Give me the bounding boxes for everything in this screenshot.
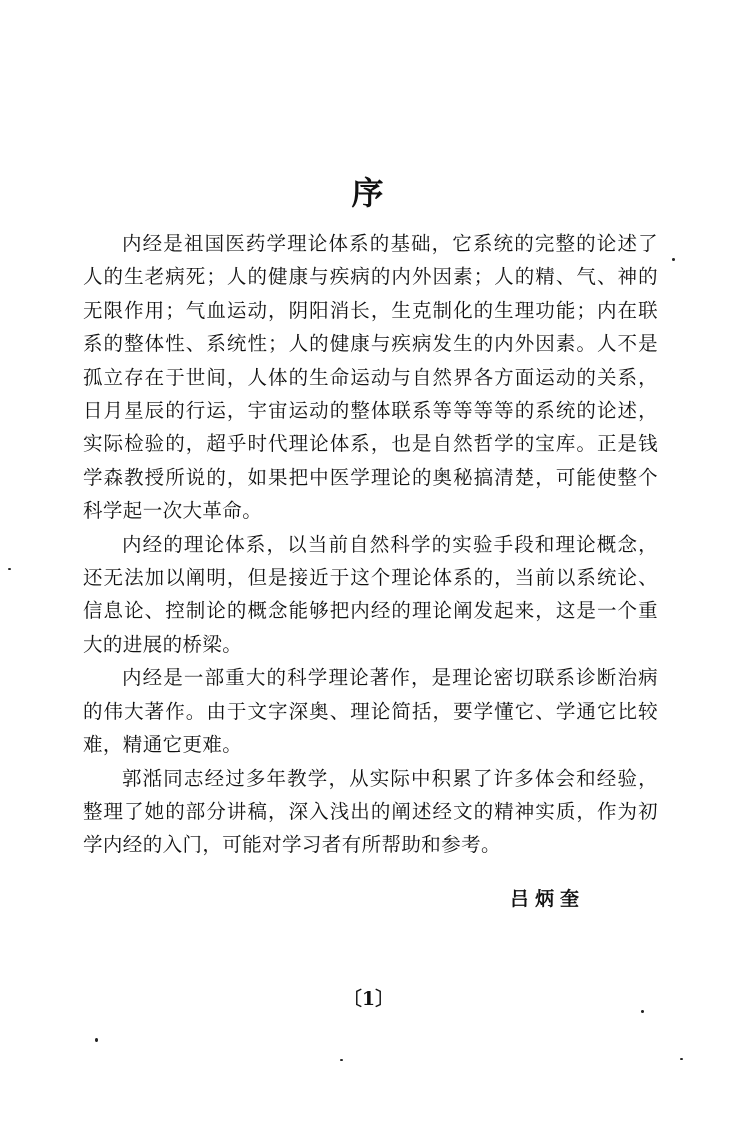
- scan-speck: [641, 1010, 644, 1013]
- scan-speck: [8, 568, 11, 570]
- page-title: 序: [351, 174, 386, 212]
- paragraph-4: 郭湉同志经过多年教学，从实际中积累了许多体会和经验，整理了她的部分讲稿，深入浅出的阐述经文的精神实质，作为初学内经的入门，可能对学习者有所帮助和参考。: [83, 766, 658, 857]
- scan-speck: [672, 258, 675, 261]
- paragraph-1: 内经是祖国医药学理论体系的基础，它系统的完整的论述了人的生老病死；人的健康与疾病的内外因素；人的精、气、神的无限作用；气血运动，阴阳消长，生克制化的生理功能；内在联系的整体性、系统性；人的健康与疾病发生的内外因素。人不是孤立存在于世间，人体的生命运动与自然界各方面运动的关系，日月星辰的行运，宇宙运动的整体联系等等等等的系统的论述，实际检验的，超乎时代理论体系，也是自然哲学的宝库。正是钱学森教授所说的，如果把中医学理论的奥秘搞清楚，可能使整个科学起一次大革命。: [83, 232, 658, 523]
- preface-body: [83, 227, 658, 862]
- scan-speck: [95, 1038, 98, 1042]
- page-number: 〔1〕: [342, 988, 395, 1010]
- scan-speck: [340, 1059, 343, 1061]
- scan-speck: [680, 1058, 683, 1060]
- paragraph-3: 内经是一部重大的科学理论著作，是理论密切联系诊断治病的伟大著作。由于文字深奥、理论简括，要学懂它、学通它比较难，精通它更难。: [83, 666, 658, 757]
- author-signature: 吕炳奎: [510, 888, 586, 910]
- paragraph-2: 内经的理论体系，以当前自然科学的实验手段和理论概念，还无法加以阐明，但是接近于这个理论体系的，当前以系统论、信息论、控制论的概念能够把内经的理论阐发起来，这是一个重大的进展的桥梁。: [83, 532, 658, 656]
